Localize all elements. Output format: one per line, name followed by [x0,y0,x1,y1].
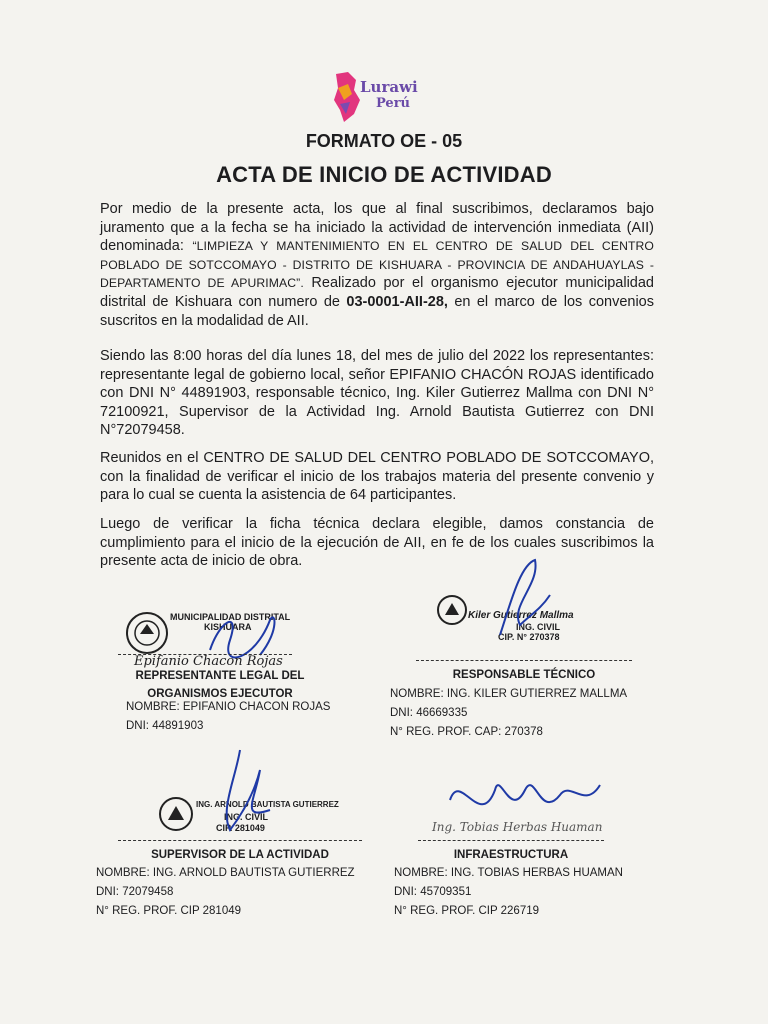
legal-signature-line [118,654,292,655]
legal-script-name: Epifanio Chacon Rojas [134,654,283,669]
supervisor-stamp-line3: CIP. 281049 [216,823,265,833]
legal-role: REPRESENTANTE LEGAL DEL ORGANISMOS EJECUTOR [135,670,305,700]
municipal-seal-icon [124,610,170,656]
tecnico-signature-line [416,660,632,661]
infra-signature [440,760,610,840]
tecnico-stamp-line1: Kiler Gutierrez Mallma [468,610,574,621]
legal-stamp-line2: KISHUARA [204,622,252,632]
infra-dni: DNI: 45709351 [394,886,472,898]
infra-signature-line [418,840,604,841]
tecnico-details [390,685,627,742]
supervisor-role: SUPERVISOR DE LA ACTIVIDAD [151,849,329,861]
lurawi-peru-logo [330,70,430,126]
legal-stamp-line1: MUNICIPALIDAD DISTRITAL [170,612,291,622]
tecnico-nombre: NOMBRE: ING. KILER GUTIERREZ MALLMA [390,688,628,700]
supervisor-seal-icon [158,796,194,832]
infra-reg: N° REG. PROF. CIP 226719 [394,905,540,917]
tecnico-reg: N° REG. PROF. CAP: 270378 [390,726,543,738]
paragraph-intro: Por medio de la presente acta, los que al final suscribimos, declaramos bajo juramento que a la fecha se ha iniciado la actividad de intervención inmediata (AII) denominada: “LIMPIEZA Y MANTENIMIENTO EN EL CENTRO DE SALUD DEL CENTRO POBLADO DE SOTCCOMAYO - DISTRITO DE KISHUARA - PROVINCIA DE ANDAHUAYLAS - DEPARTAMENTO DE APURIMAC”. Realizado por el organismo ejecutor municipalidad distrital de Kishuara con numero de 03-0001-AII-28, en el marco de los convenios suscritos en la modalidad de AII. [100,201,654,329]
formato-label: FORMATO OE - 05 [305,131,463,151]
tecnico-dni: DNI: 46669335 [390,707,468,719]
paragraph-location: Reunidos en el CENTRO DE SALUD DEL CENTRO POBLADO DE SOTCCOMAYO, con la finalidad de verificar el inicio de los trabajos materia del presente convenio y para lo cual se cuenta la asistencia de 64 participantes. [100,450,654,504]
aii-code: 03-0001-AII-28, [346,293,448,310]
infra-stamp-name: Ing. Tobias Herbas Huaman [432,820,603,834]
supervisor-dni: DNI: 72079458 [96,886,174,898]
legal-details [126,698,330,736]
paragraph-representatives: Siendo las 8:00 horas del día lunes 18, del mes de julio del 2022 los representantes: representante legal de gobierno local, señor EPIFANIO CHACÓN ROJAS identificado con DNI N° 44891903, responsable técnico, Ing. Kiler Gutierrez Mallma con DNI N° 72100921, Supervisor de la Actividad Ing. Arnold Bautista Gutierrez con DNI N°72079458. [100,348,654,439]
paragraph-closing: Luego de verificar la ficha técnica declara elegible, damos constancia de cumplimiento para el inicio de la ejecución de AII, en fe de los cuales suscribimos la presente acta de inicio de obra. [100,516,654,570]
supervisor-stamp-line1: ING. ARNOLD BAUTISTA GUTIERREZ [196,800,339,809]
infra-role: INFRAESTRUCTURA [453,849,569,861]
supervisor-details [96,864,355,921]
tecnico-stamp-line3: CIP. N° 270378 [498,632,560,642]
logo-text-peru: Perú [376,96,410,111]
tecnico-signature [480,555,560,645]
supervisor-signature [200,740,280,840]
tecnico-stamp-line2: ING. CIVIL [516,622,561,632]
supervisor-signature-line [118,840,362,841]
infra-details [394,864,623,921]
infra-nombre: NOMBRE: ING. TOBIAS HERBAS HUAMAN [394,867,623,879]
document-title: ACTA DE INICIO DE ACTIVIDAD [216,162,552,187]
tecnico-role: RESPONSABLE TÉCNICO [452,669,596,681]
engineer-seal-icon [436,594,468,626]
project-name: “LIMPIEZA Y MANTENIMIENTO EN EL CENTRO DE SALUD DEL CENTRO POBLADO DE SOTCCOMAYO - DISTRITO DE KISHUARA - PROVINCIA DE ANDAHUAYLAS - DEPARTAMENTO DE APURIMAC”. [100,239,654,291]
legal-nombre: NOMBRE: EPIFANIO CHACON ROJAS [126,701,331,713]
legal-dni: DNI: 44891903 [126,720,204,732]
supervisor-stamp-line2: ING. CIVIL [224,812,269,822]
supervisor-nombre: NOMBRE: ING. ARNOLD BAUTISTA GUTIERREZ [96,867,355,879]
supervisor-reg: N° REG. PROF. CIP 281049 [96,905,242,917]
logo-text-lurawi: Lurawi [360,78,418,96]
peru-map-icon [330,70,364,126]
